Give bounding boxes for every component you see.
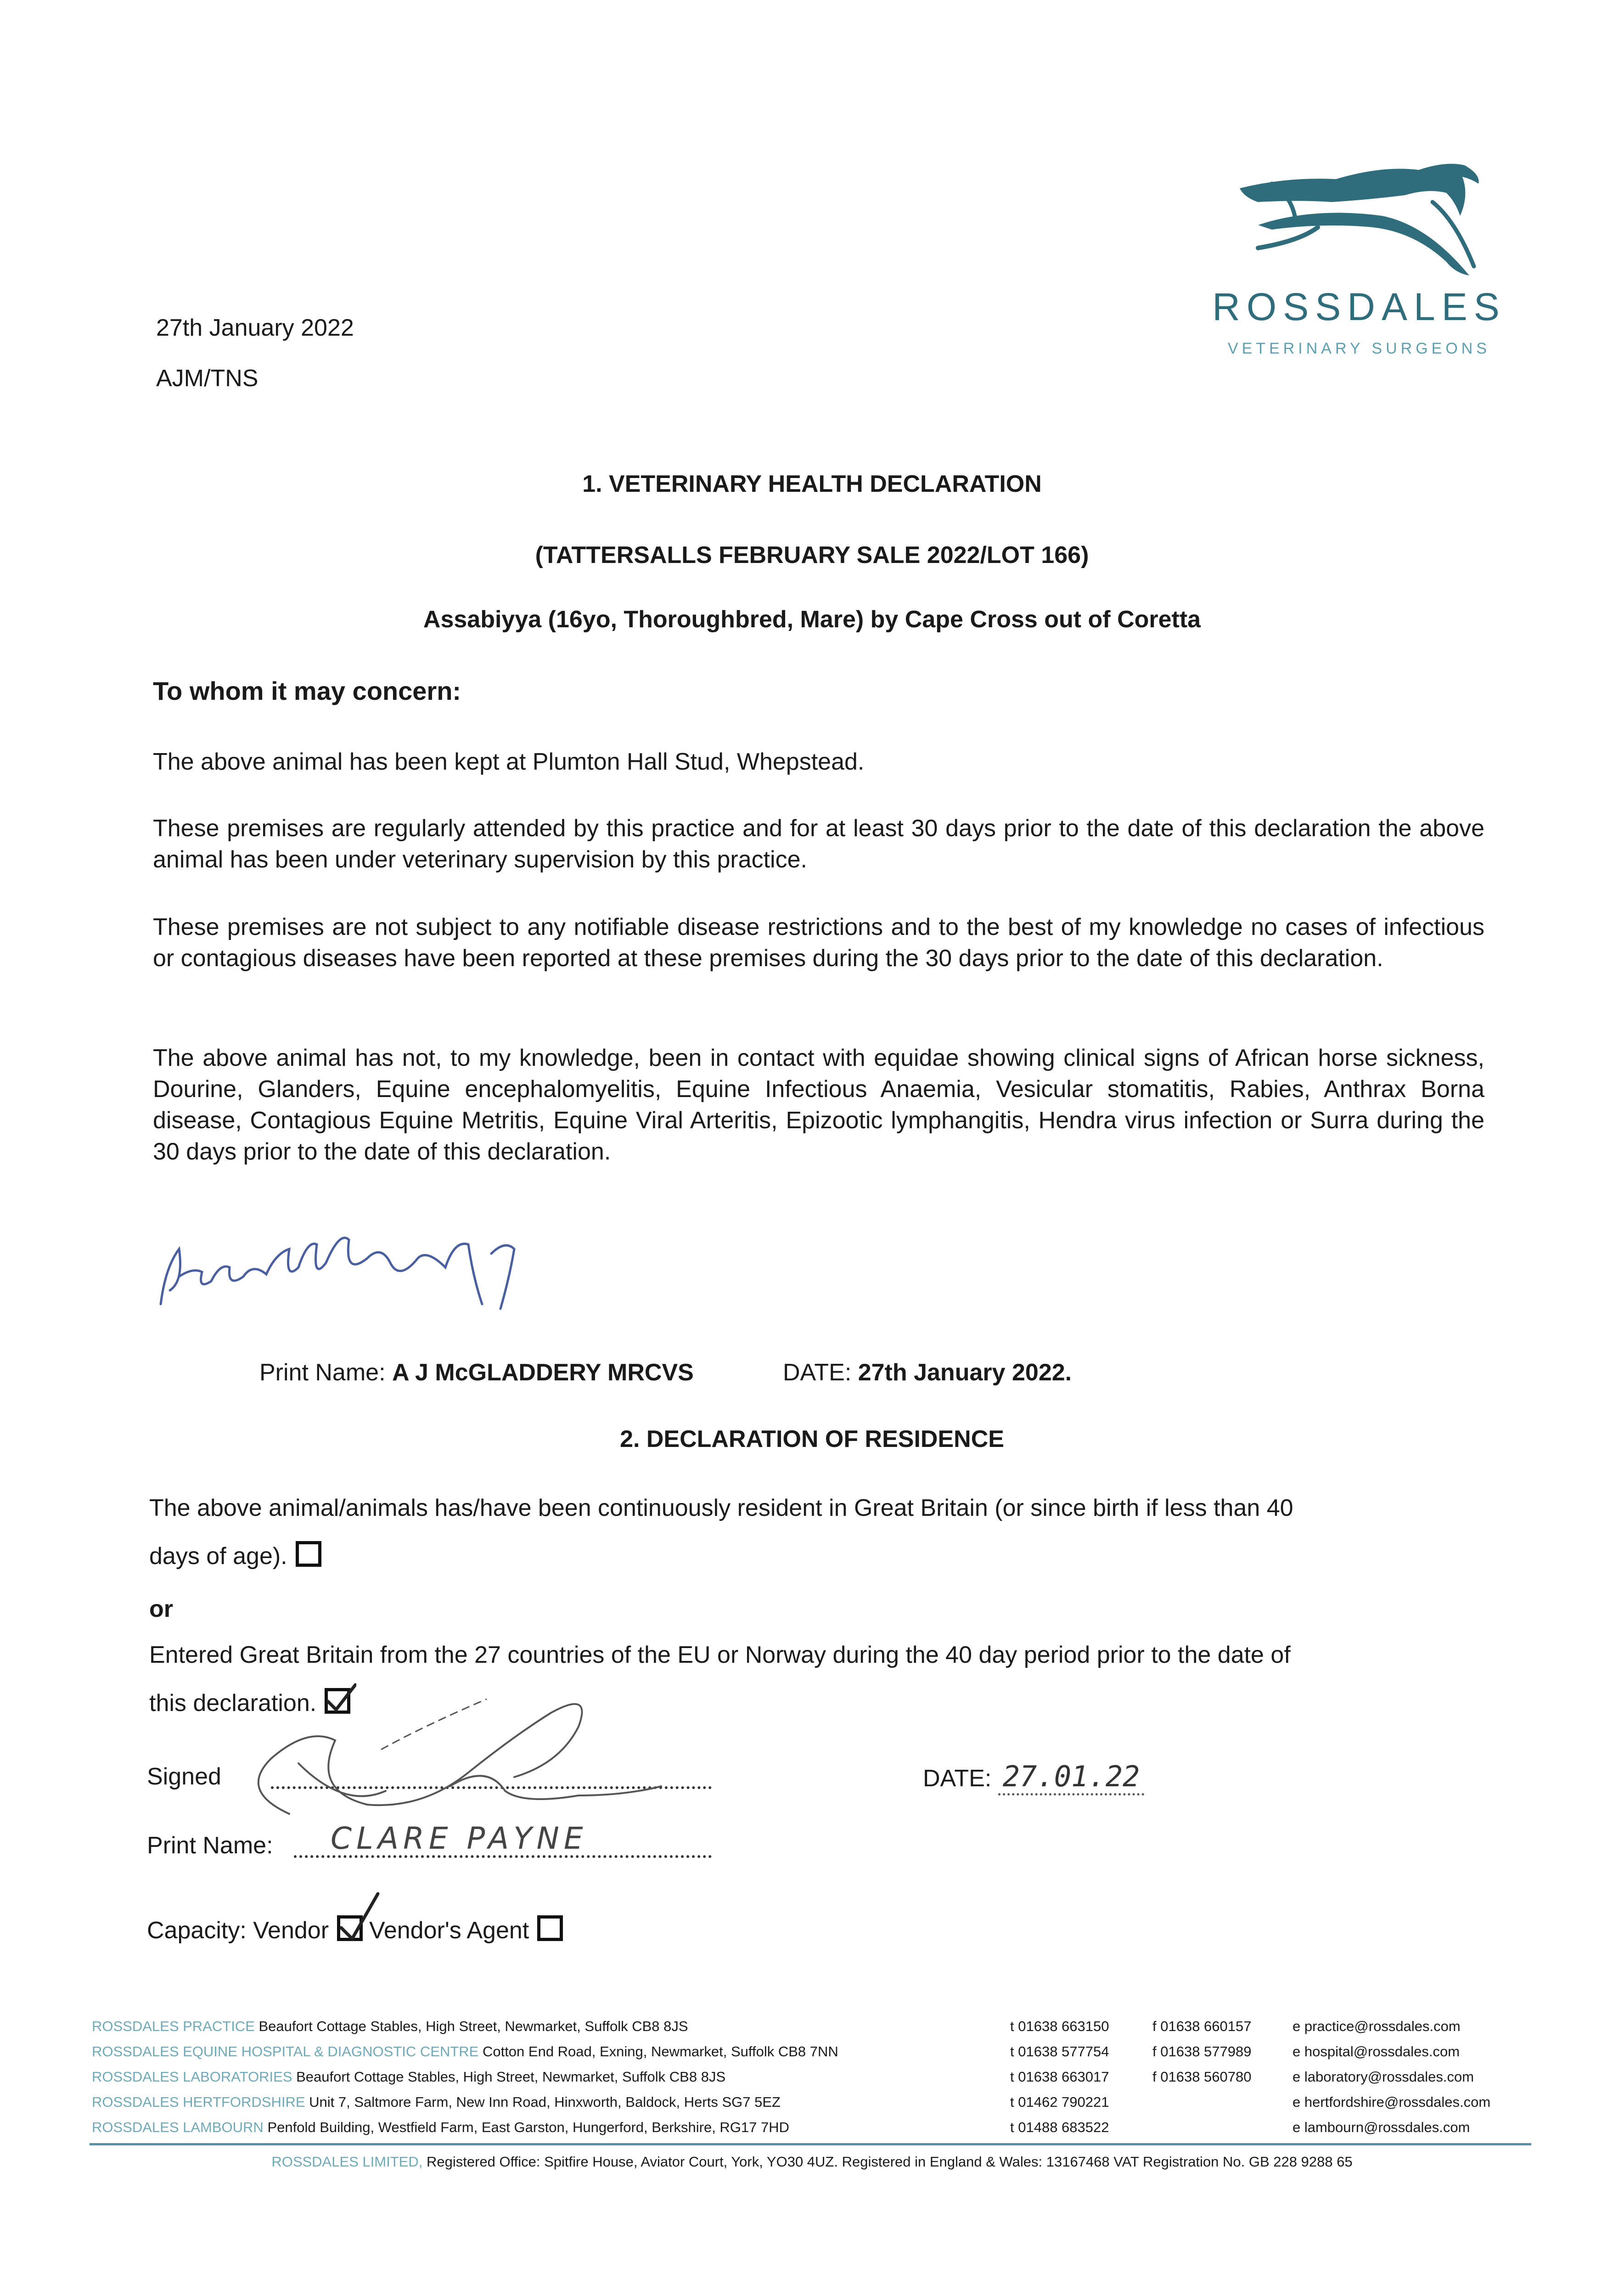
footer-address: Cotton End Road, Exning, Newmarket, Suffolk CB8 7NN	[482, 2043, 838, 2060]
footer-registered-text: Registered Office: Spitfire House, Aviator Court, York, YO30 4UZ. Registered in England & Wales: 13167468 VAT Registration No. GB 228 9288 65	[426, 2154, 1353, 2170]
salutation: To whom it may concern:	[153, 676, 461, 705]
footer-org-name: ROSSDALES LABORATORIES	[92, 2069, 292, 2085]
residence-option1-line1: The above animal/animals has/have been continuously resident in Great Britain (or since birth if less than 40	[149, 1495, 1293, 1521]
footer-tel: t 01488 683522	[1010, 2119, 1109, 2135]
vendor-date-row	[923, 1761, 1144, 1794]
vendor-print-name-handwritten: CLARE PAYNE	[331, 1821, 588, 1856]
footer-fax: f 01638 660157	[1152, 2018, 1252, 2034]
footer-registered-name: ROSSDALES LIMITED,	[271, 2154, 423, 2170]
agent-label: Vendor's Agent	[369, 1917, 529, 1944]
vendor-agent-checkbox[interactable]	[537, 1915, 563, 1941]
paragraph-premises: The above animal has been kept at Plumton Hall Stud, Whepstead.	[153, 748, 865, 775]
vet-date-row	[783, 1357, 1072, 1388]
footer-org-name: ROSSDALES HERTFORDSHIRE	[92, 2094, 305, 2110]
resident-checkbox[interactable]	[296, 1541, 321, 1567]
residence-option2-line1: Entered Great Britain from the 27 countries of the EU or Norway during the 40 day period prior to the date of	[149, 1642, 1291, 1668]
footer-org-name: ROSSDALES PRACTICE	[92, 2018, 255, 2034]
footer-org-name: ROSSDALES EQUINE HOSPITAL & DIAGNOSTIC CENTRE	[92, 2043, 479, 2060]
footer-row-hertfordshire	[92, 2089, 781, 2115]
footer-divider	[90, 2143, 1531, 2145]
animal-description: Assabiyya (16yo, Thoroughbred, Mare) by Cape Cross out of Coretta	[423, 606, 1201, 633]
footer-email[interactable]: e hertfordshire@rossdales.com	[1292, 2094, 1491, 2110]
residence-option1-line2: days of age).	[149, 1543, 287, 1570]
vet-date-label: DATE:	[783, 1359, 858, 1386]
residence-option1-line2-row	[149, 1541, 321, 1572]
or-label: or	[149, 1596, 173, 1622]
section1-subtitle: (TATTERSALLS FEBRUARY SALE 2022/LOT 166)	[535, 542, 1089, 568]
footer-row-practice	[92, 2014, 688, 2039]
vendor-print-name-label: Print Name:	[147, 1832, 273, 1859]
footer-registered	[0, 2149, 1624, 2174]
footer-email[interactable]: e laboratory@rossdales.com	[1292, 2069, 1474, 2085]
vendor-date-label: DATE:	[923, 1765, 992, 1792]
footer-row-laboratories	[92, 2064, 725, 2089]
rossdales-logo	[1212, 152, 1506, 372]
footer-address: Unit 7, Saltmore Farm, New Inn Road, Hinxworth, Baldock, Herts SG7 5EZ	[309, 2094, 781, 2110]
letter-date: 27th January 2022	[156, 315, 354, 341]
vendor-signature	[230, 1671, 712, 1837]
residence-option2-line2: this declaration.	[149, 1690, 317, 1716]
footer-email[interactable]: e hospital@rossdales.com	[1292, 2043, 1460, 2060]
paragraph-supervision: These premises are regularly attended by this practice and for at least 30 days prior to the date of this declaration the above animal has been under veterinary supervision by this practice.	[153, 815, 1484, 873]
check-mark-icon	[338, 1891, 380, 1941]
vendor-date-handwritten[interactable]: 27.01.22	[998, 1760, 1145, 1795]
footer-address: Penfold Building, Westfield Farm, East Garston, Hungerford, Berkshire, RG17 7HD	[267, 2119, 790, 2135]
vet-print-name-label: Print Name:	[259, 1359, 392, 1386]
footer-email[interactable]: e lambourn@rossdales.com	[1292, 2119, 1470, 2135]
footer-org-name: ROSSDALES LAMBOURN	[92, 2119, 264, 2135]
footer-email[interactable]: e practice@rossdales.com	[1292, 2018, 1461, 2034]
footer-tel: t 01638 663150	[1010, 2018, 1109, 2034]
footer-fax: f 01638 560780	[1152, 2069, 1252, 2085]
footer-address: Beaufort Cottage Stables, High Street, Newmarket, Suffolk CB8 8JS	[258, 2018, 688, 2034]
footer-row-hospital	[92, 2039, 838, 2064]
footer-tel: t 01638 577754	[1010, 2043, 1109, 2060]
paragraph-diseases: The above animal has not, to my knowledge, been in contact with equidae showing clinical signs of African horse sickness, Dourine, Glanders, Equine encephalomyelitis, Equine Infectious Anaemia, Vesicular stomatitis, Rabies, Anthrax Borna disease, Contagious Equine Metritis, Equine Viral Arteritis, Epizootic lymphangitis, Hendra virus infection or Surra during the 30 days prior to the date of this declaration.	[153, 1045, 1484, 1165]
logo-subtitle: VETERINARY SURGEONS	[1227, 340, 1491, 357]
footer-tel: t 01638 663017	[1010, 2069, 1109, 2085]
footer-tel: t 01462 790221	[1010, 2094, 1109, 2110]
paragraph-restrictions: These premises are not subject to any notifiable disease restrictions and to the best of my knowledge no cases of infectious or contagious diseases have been reported at these premises during the 30 days prior to the date of this declaration.	[153, 914, 1484, 972]
footer-fax: f 01638 577989	[1152, 2043, 1252, 2060]
vet-signature	[152, 1212, 528, 1318]
capacity-label: Capacity: Vendor	[147, 1917, 329, 1944]
footer-address: Beaufort Cottage Stables, High Street, Newmarket, Suffolk CB8 8JS	[296, 2069, 726, 2085]
signed-label: Signed	[147, 1763, 221, 1790]
section2-title: 2. DECLARATION OF RESIDENCE	[620, 1426, 1004, 1452]
vet-print-name-value: A J McGLADDERY MRCVS	[392, 1359, 694, 1386]
vet-print-name-row	[259, 1357, 694, 1388]
section1-title: 1. VETERINARY HEALTH DECLARATION	[582, 471, 1042, 497]
capacity-row	[147, 1915, 563, 1946]
vendor-checkbox[interactable]	[337, 1915, 363, 1941]
vet-date-value: 27th January 2022.	[858, 1359, 1072, 1386]
logo-name: ROSSDALES	[1212, 285, 1506, 328]
footer-row-lambourn	[92, 2115, 789, 2140]
letter-reference: AJM/TNS	[156, 365, 258, 392]
galloping-horse-icon	[1231, 152, 1488, 289]
